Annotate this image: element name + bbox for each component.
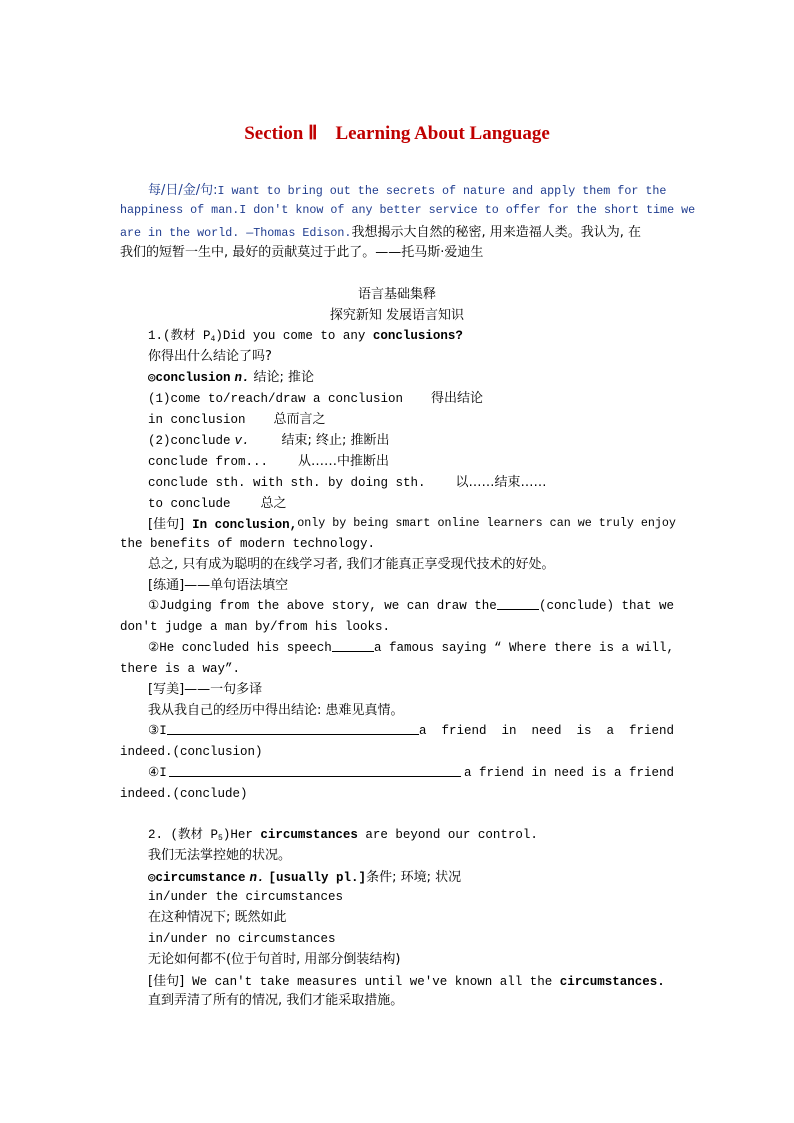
- daily-quote-cn-3: 我想揭示大自然的秘密, 用来造福人类。我认为, 在: [351, 225, 641, 240]
- item1-word-cn: 结论; 推论: [253, 370, 315, 385]
- write-text: a friend in need is a friend: [463, 766, 674, 780]
- phrase-pos: v.: [234, 434, 250, 448]
- item1-headword: [148, 366, 314, 387]
- item1-example: [148, 513, 674, 534]
- phrase-en: conclude sth. with sth. by doing sth.: [148, 476, 426, 490]
- item2-phrase-1-en: in/under the circumstances: [148, 890, 344, 904]
- daily-quote-en-1: I want to bring out the secrets of nature and apply them for the: [217, 184, 667, 198]
- daily-quote-line-3: [120, 221, 641, 242]
- section-title: [0, 122, 794, 145]
- drill-text: ①Judging from the above story, we can draw the: [148, 599, 497, 613]
- item2-number: 2. (教材 P: [148, 828, 219, 842]
- item1-word: ◎conclusion: [148, 371, 231, 385]
- item1-phrase-3: [148, 429, 390, 450]
- drill-text: (conclude) that we: [538, 599, 674, 613]
- daily-quote-cn-4: 我们的短暂一生中, 最好的贡献莫过于此了。——托马斯·爱迪生: [120, 245, 484, 260]
- daily-quote-line-1: [148, 179, 674, 200]
- item2-question-post: are beyond our control.: [357, 828, 538, 842]
- item1-drill-1-line2: don't judge a man by/from his looks.: [120, 620, 391, 634]
- item1-page-sub: 4: [210, 335, 216, 344]
- example-label: [佳句]: [148, 974, 185, 989]
- item2-pos: n.: [249, 871, 265, 885]
- section-heading: 语言基础集释: [357, 287, 436, 302]
- item1-question-text: )Did you come to any: [215, 329, 373, 343]
- item2-question-text: )Her: [222, 828, 261, 842]
- phrase-cn: 总之: [260, 496, 287, 511]
- item2-word: ◎circumstance: [148, 871, 246, 885]
- phrase-cn: 以……结束……: [455, 475, 547, 490]
- daily-quote-en-2: happiness of man.I don't know of any better service to offer for the short time we: [120, 203, 696, 217]
- answer-blank[interactable]: [332, 638, 374, 652]
- item1-example-line2: the benefits of modern technology.: [120, 537, 376, 551]
- item1-drill-label: [练通]——单句语法填空: [148, 578, 289, 593]
- item1-number: 1.(教材 P: [148, 329, 211, 343]
- item2-question-cn: 我们无法掌控她的状况。: [148, 848, 292, 863]
- item1-drill-1: [148, 596, 674, 617]
- phrase-en: in conclusion: [148, 413, 246, 427]
- phrase-en: (1)come to/reach/draw a conclusion: [148, 392, 404, 406]
- write-text: ③I: [148, 724, 167, 738]
- item1-phrase-4: [148, 450, 389, 471]
- daily-quote-en-3: are in the world. —Thomas Edison.: [120, 226, 352, 240]
- daily-quote-label: 每/日/金/句:: [148, 183, 218, 198]
- item1-phrase-5: [148, 471, 547, 492]
- answer-blank[interactable]: [169, 763, 461, 777]
- item2-headword: [148, 866, 461, 887]
- item2-question: [148, 825, 538, 846]
- phrase-en: to conclude: [148, 497, 231, 511]
- item1-phrase-1: [148, 387, 483, 408]
- title-section-number: Section Ⅱ: [244, 123, 318, 144]
- example-rest: only by being smart online learners can we truly enjoy: [297, 516, 676, 530]
- phrase-cn: 总而言之: [273, 412, 326, 427]
- phrase-en: conclude from...: [148, 455, 269, 469]
- phrase-en: (2)conclude: [148, 434, 231, 448]
- write-text: a friend in need is a friend: [418, 724, 674, 738]
- section-subheading: 探究新知 发展语言知识: [329, 308, 465, 323]
- answer-blank[interactable]: [497, 596, 539, 610]
- item1-write-1: [148, 721, 674, 742]
- item1-example-cn: 总之, 只有成为聪明的在线学习者, 我们才能真正享受现代技术的好处。: [148, 557, 555, 572]
- item2-example-cn: 直到弄清了所有的情况, 我们才能采取措施。: [148, 993, 404, 1008]
- item2-key-word: circumstances: [260, 828, 358, 842]
- phrase-cn: 结束; 终止; 推断出: [281, 433, 390, 448]
- item2-usage-note: [usually pl.]: [268, 871, 367, 885]
- item1-drill-2-line2: there is a way”.: [120, 662, 241, 676]
- item1-write-cn: 我从我自己的经历中得出结论: 患难见真情。: [148, 703, 404, 718]
- item2-example: [148, 970, 665, 991]
- write-text: ④I: [148, 766, 167, 780]
- phrase-cn: 从……中推断出: [298, 454, 390, 469]
- item1-write-2: [148, 763, 674, 784]
- item1-phrase-6: [148, 492, 287, 513]
- example-bold: circumstances.: [559, 975, 665, 989]
- item2-phrase-2-en: in/under no circumstances: [148, 932, 336, 946]
- item2-page-sub: 5: [218, 834, 223, 843]
- item1-question: [148, 326, 463, 347]
- item1-question-cn: 你得出什么结论了吗?: [148, 349, 272, 364]
- example-text: We can't take measures until we've known all the: [192, 975, 560, 989]
- item2-phrase-2-cn: 无论如何都不(位于句首时, 用部分倒装结构): [148, 952, 401, 967]
- item1-write-1-line2: indeed.(conclusion): [120, 745, 263, 759]
- phrase-cn: 得出结论: [431, 391, 484, 406]
- drill-text: a famous saying “ Where there is a will,: [373, 641, 674, 655]
- example-bold: In conclusion,: [192, 518, 298, 532]
- title-topic: Learning About Language: [335, 123, 550, 144]
- drill-text: ②He concluded his speech: [148, 641, 332, 655]
- item2-phrase-1-cn: 在这种情况下; 既然如此: [148, 910, 287, 925]
- item1-write-label: [写美]——一句多译: [148, 682, 263, 697]
- item1-key-word: conclusions?: [372, 329, 463, 343]
- example-label: [佳句]: [148, 517, 185, 532]
- answer-blank[interactable]: [167, 721, 419, 735]
- item1-phrase-2: [148, 408, 326, 429]
- item1-drill-2: [148, 638, 674, 659]
- item1-pos: n.: [234, 371, 250, 385]
- item2-word-cn: 条件; 环境; 状况: [366, 870, 462, 885]
- item1-write-2-line2: indeed.(conclude): [120, 787, 248, 801]
